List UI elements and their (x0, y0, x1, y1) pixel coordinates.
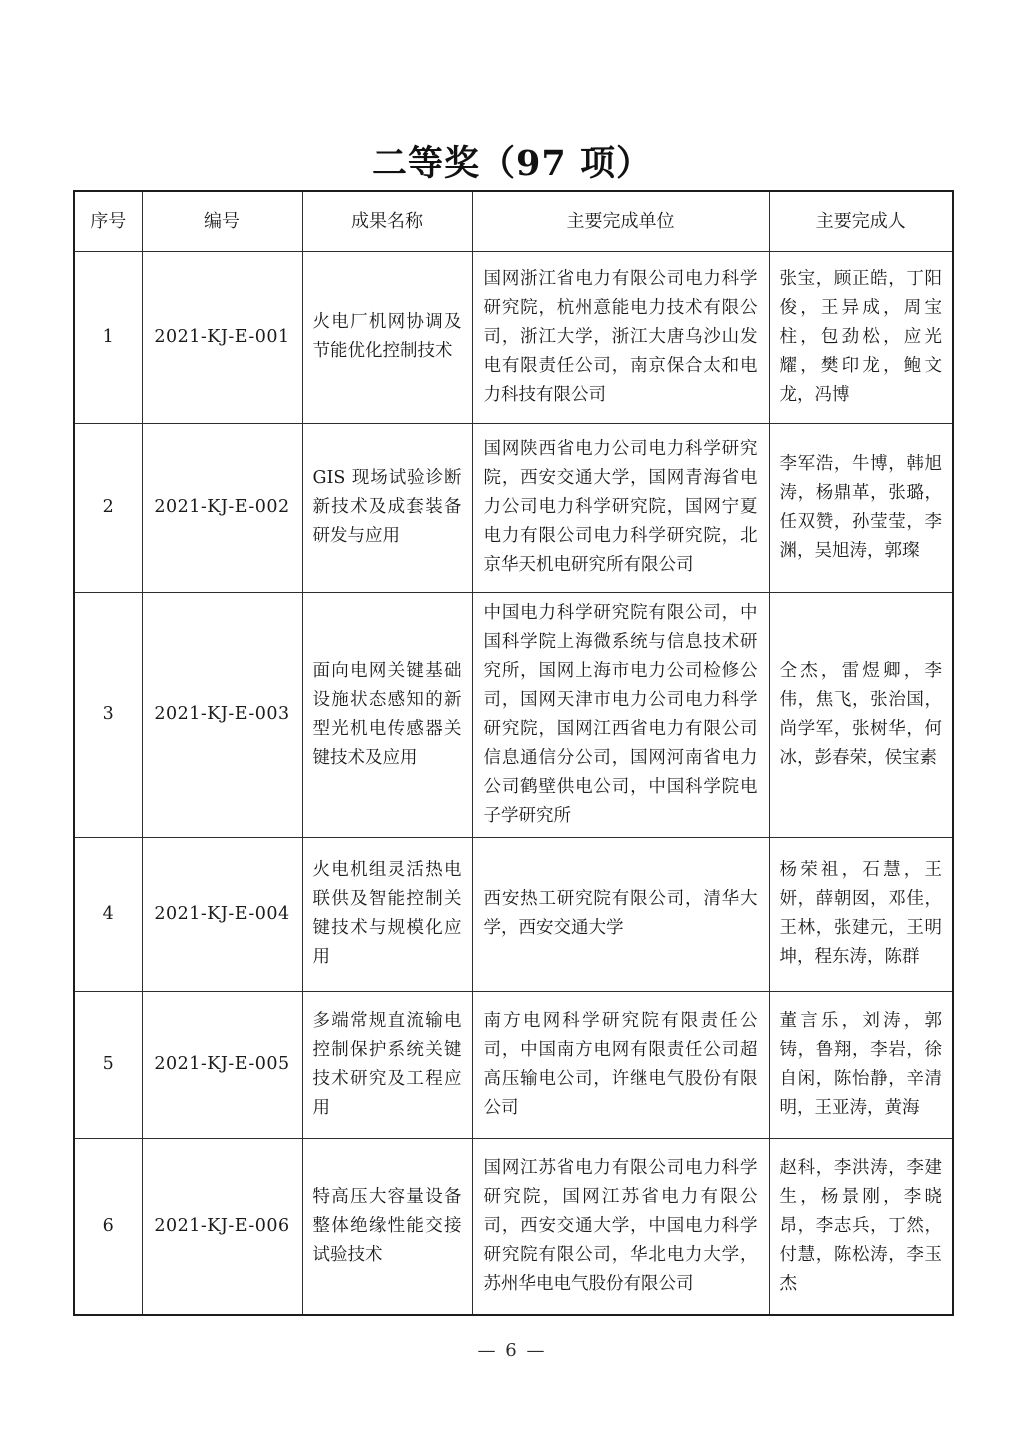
table-row (74, 837, 953, 991)
table-row (74, 1138, 953, 1315)
cell-achievement-name: GIS 现场试验诊断新技术及成套装备研发与应用 (302, 423, 472, 592)
page-number: — 6 — (477, 1340, 547, 1361)
cell-id: 2021-KJ-E-005 (142, 991, 302, 1138)
cell-achievement-name: 特高压大容量设备整体绝缘性能交接试验技术 (302, 1138, 472, 1315)
cell-achievement-name: 多端常规直流输电控制保护系统关键技术研究及工程应用 (302, 991, 472, 1138)
cell-id: 2021-KJ-E-004 (142, 837, 302, 991)
header-index: 序号 (74, 191, 142, 251)
cell-id: 2021-KJ-E-001 (142, 251, 302, 423)
cell-id: 2021-KJ-E-002 (142, 423, 302, 592)
cell-main-units: 中国电力科学研究院有限公司，中国科学院上海微系统与信息技术研究所，国网上海市电力公司检修公司，国网天津市电力公司电力科学研究院，国网江西省电力有限公司信息通信分公司，国网河南省电力公司鹤壁供电公司，中国科学院电子学研究所 (472, 592, 769, 837)
cell-id: 2021-KJ-E-003 (142, 592, 302, 837)
table-row (74, 423, 953, 592)
header-id: 编号 (142, 191, 302, 251)
cell-main-people: 杨荣祖，石慧，王妍，薛朝囡，邓佳，王林，张建元，王明坤，程东涛，陈群 (769, 837, 953, 991)
cell-main-units: 国网浙江省电力有限公司电力科学研究院，杭州意能电力技术有限公司，浙江大学，浙江大唐乌沙山发电有限责任公司，南京保合太和电力科技有限公司 (472, 251, 769, 423)
header-achievement-name: 成果名称 (302, 191, 472, 251)
table-row (74, 592, 953, 837)
header-main-people: 主要完成人 (769, 191, 953, 251)
cell-index: 2 (74, 423, 142, 592)
cell-main-people: 仝杰，雷煜卿，李伟，焦飞，张治国，尚学军，张树华，何冰，彭春荣，侯宝素 (769, 592, 953, 837)
cell-main-units: 西安热工研究院有限公司，清华大学，西安交通大学 (472, 837, 769, 991)
cell-achievement-name: 火电厂机网协调及节能优化控制技术 (302, 251, 472, 423)
table-row (74, 251, 953, 423)
cell-main-people: 董言乐，刘涛，郭铸，鲁翔，李岩，徐自闲，陈怡静，辛清明，王亚涛，黄海 (769, 991, 953, 1138)
awards-table (73, 190, 954, 1316)
cell-achievement-name: 面向电网关键基础设施状态感知的新型光机电传感器关键技术及应用 (302, 592, 472, 837)
table-header-row (74, 191, 953, 251)
cell-index: 4 (74, 837, 142, 991)
cell-index: 6 (74, 1138, 142, 1315)
cell-id: 2021-KJ-E-006 (142, 1138, 302, 1315)
cell-index: 1 (74, 251, 142, 423)
cell-main-people: 赵科，李洪涛，李建生，杨景刚，李晓昂，李志兵，丁然，付慧，陈松涛，李玉杰 (769, 1138, 953, 1315)
header-main-units: 主要完成单位 (472, 191, 769, 251)
cell-index: 3 (74, 592, 142, 837)
table-row (74, 991, 953, 1138)
cell-achievement-name: 火电机组灵活热电联供及智能控制关键技术与规模化应用 (302, 837, 472, 991)
page-title: 二等奖（97 项） (372, 143, 652, 184)
cell-main-units: 南方电网科学研究院有限责任公司，中国南方电网有限责任公司超高压输电公司，许继电气股份有限公司 (472, 991, 769, 1138)
cell-main-units: 国网江苏省电力有限公司电力科学研究院，国网江苏省电力有限公司，西安交通大学，中国电力科学研究院有限公司，华北电力大学，苏州华电电气股份有限公司 (472, 1138, 769, 1315)
cell-main-people: 张宝，顾正皓，丁阳俊，王异成，周宝柱，包劲松，应光耀，樊印龙，鲍文龙，冯博 (769, 251, 953, 423)
cell-main-units: 国网陕西省电力公司电力科学研究院，西安交通大学，国网青海省电力公司电力科学研究院，国网宁夏电力有限公司电力科学研究院，北京华天机电研究所有限公司 (472, 423, 769, 592)
cell-index: 5 (74, 991, 142, 1138)
cell-main-people: 李军浩，牛博，韩旭涛，杨鼎革，张璐，任双赞，孙莹莹，李渊，吴旭涛，郭璨 (769, 423, 953, 592)
